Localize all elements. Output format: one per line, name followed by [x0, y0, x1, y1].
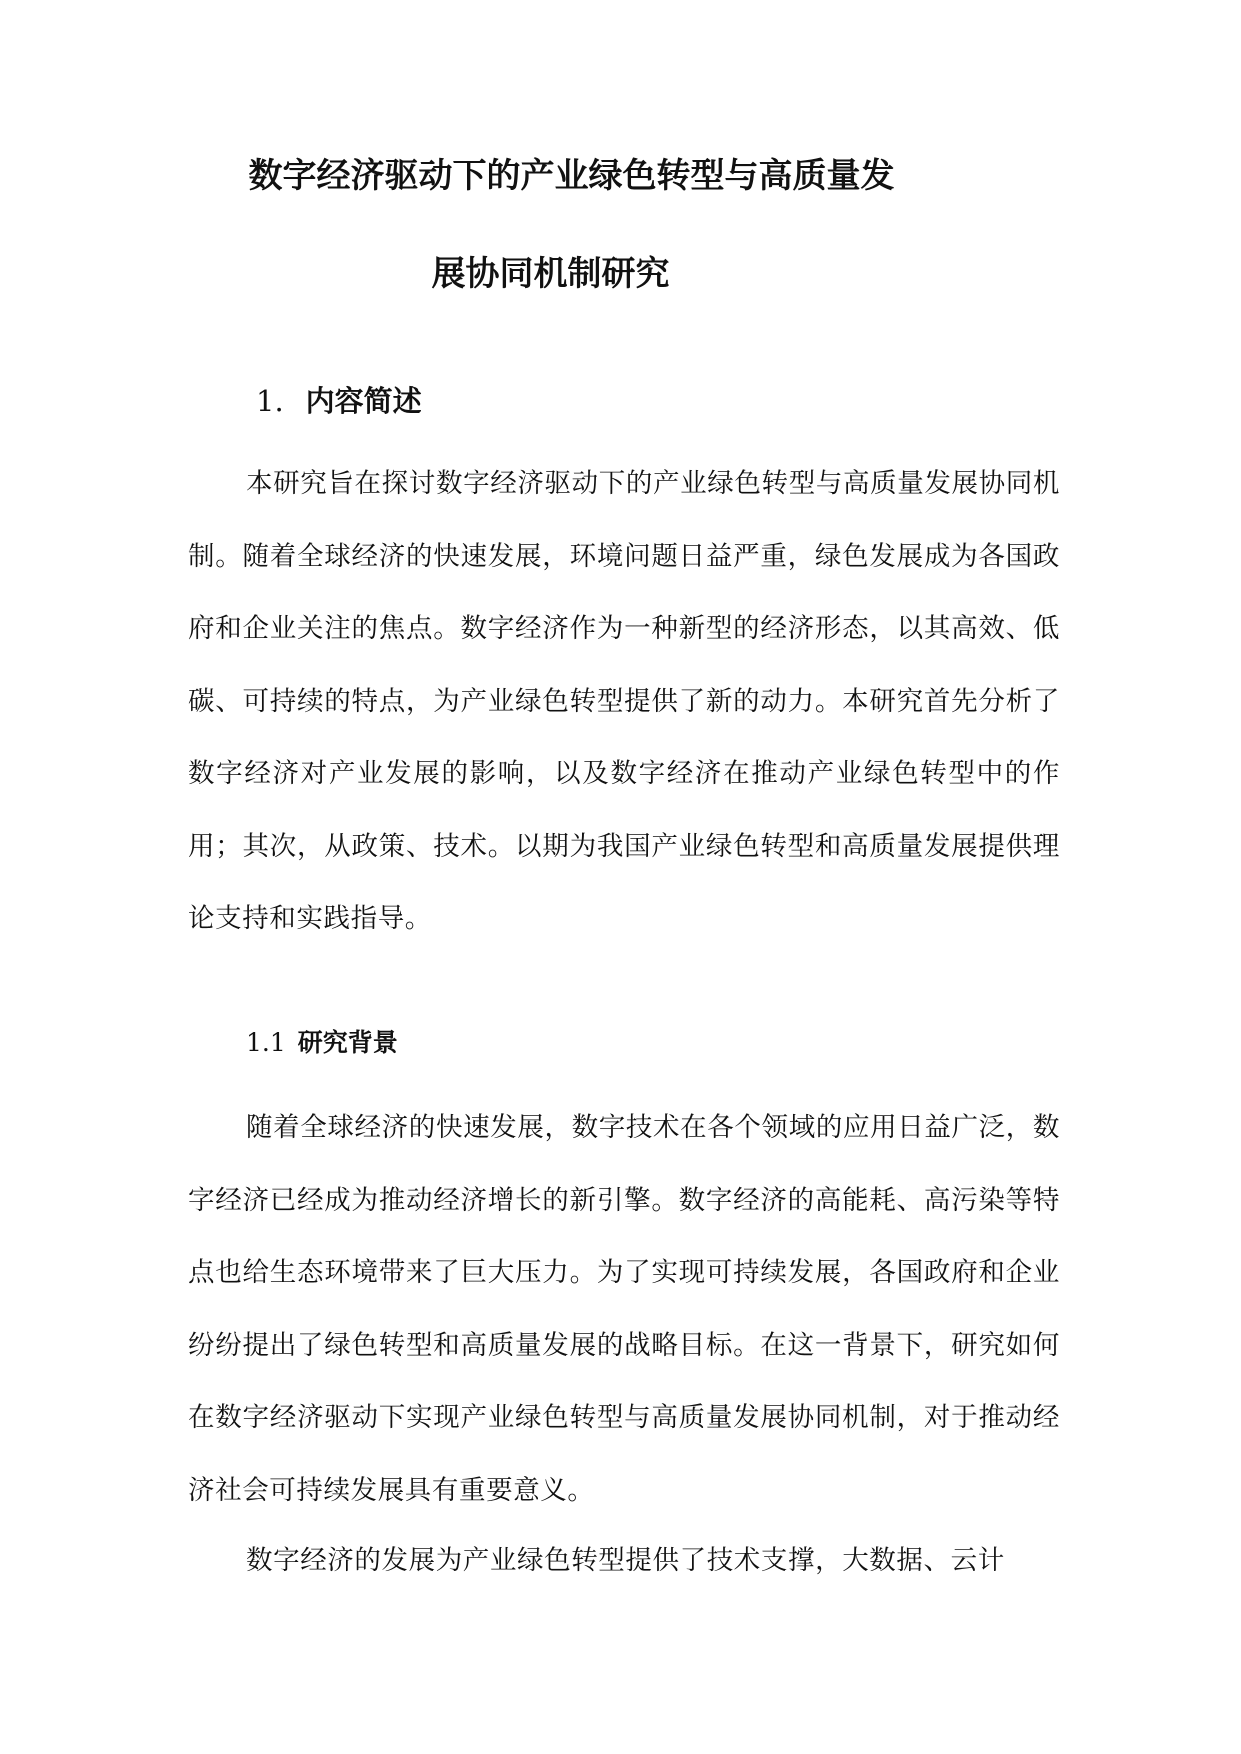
section-1-1-title: 研究背景 [297, 1028, 398, 1057]
section-1-1-paragraph-2: 数字经济的发展为产业绿色转型提供了技术支撑，大数据、云计 [246, 1545, 1005, 1576]
section-1-title: 内容简述 [305, 384, 422, 418]
document-title-line-1: 数字经济驱动下的产业绿色转型与高质量发 [248, 156, 895, 196]
section-1-number: 1. [256, 384, 284, 418]
document-title-line-2: 展协同机制研究 [431, 254, 670, 294]
section-1-1-number: 1.1 [246, 1028, 286, 1057]
section-1-paragraph: 本研究旨在探讨数字经济驱动下的产业绿色转型与高质量发展协同机制。随着全球经济的快速发展，环境问题日益严重，绿色发展成为各国政府和企业关注的焦点。数字经济作为一种新型的经济形态，以其高效、低碳、可持续的特点，为产业绿色转型提供了新的动力。本研究首先分析了数字经济对产业发展的影响，以及数字经济在推动产业绿色转型中的作用；其次，从政策、技术。以期为我国产业绿色转型和高质量发展提供理论支持和实践指导。 [188, 468, 1060, 934]
section-1-heading [256, 383, 422, 419]
section-1-1-heading [246, 1027, 398, 1059]
section-1-1-paragraph-1: 随着全球经济的快速发展，数字技术在各个领域的应用日益广泛，数字经济已经成为推动经济增长的新引擎。数字经济的高能耗、高污染等特点也给生态环境带来了巨大压力。为了实现可持续发展，各国政府和企业纷纷提出了绿色转型和高质量发展的战略目标。在这一背景下，研究如何在数字经济驱动下实现产业绿色转型与高质量发展协同机制，对于推动经济社会可持续发展具有重要意义。 [188, 1112, 1060, 1506]
